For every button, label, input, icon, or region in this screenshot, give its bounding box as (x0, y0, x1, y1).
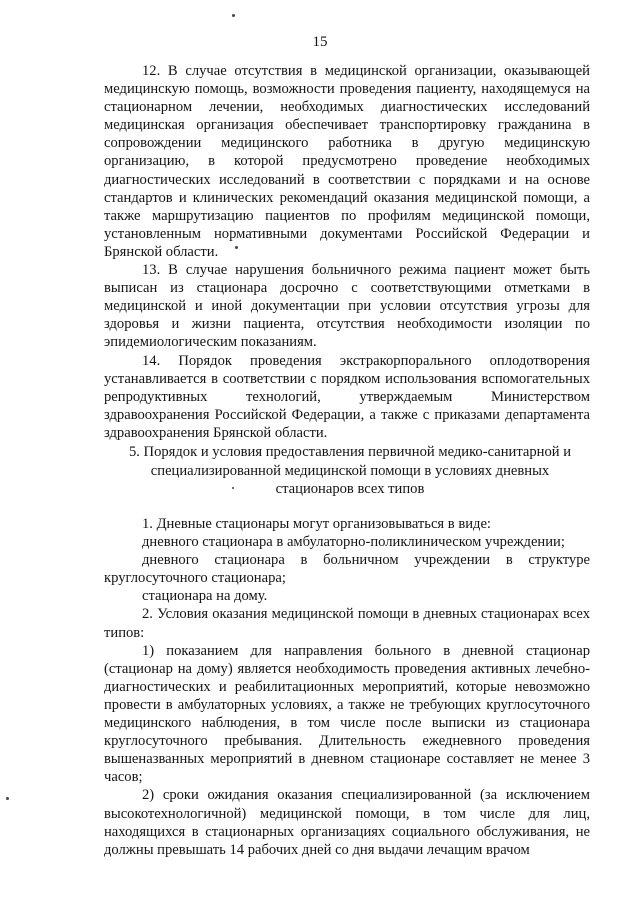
list-item-outpatient: дневного стационара в амбулаторно-поликлиническом учреждении; (142, 534, 565, 551)
paragraph-14: 14. Порядок проведения экстракорпорального оплодотворения устанавливается в соответствии с порядком использования вспомогательных репродуктивных технологий, утверждаемым Министерством здравоохранения Российской Федерации, а также с приказами департамента здравоохранения Брянской области. (104, 352, 590, 441)
list-item-home: стационара на дому. (142, 588, 268, 605)
scan-speck (6, 797, 9, 800)
paragraph-13: 13. В случае нарушения больничного режима пациент может быть выписан из стационара досрочно с соответствующими отметками в медицинской и иной документации при условии отсутствия угрозы для здоровья и жизни пациента, отсутствия необходимости изоляции по эпидемиологическим показаниям. (104, 262, 590, 351)
page-number: 15 (312, 34, 328, 50)
body-text-bottom (104, 515, 590, 859)
body-text-top (104, 62, 590, 442)
section-heading: 5. Порядок и условия предоставления первичной медико-санитарной и специализированной медицинской помощи в условиях дневных стационаров всех типов (128, 444, 572, 498)
paragraph-12: 12. В случае отсутствия в медицинской организации, оказывающей медицинскую помощь, возможности проведения пациенту, находящемуся на стационарном лечении, необходимых диагностических исследований медицинская организация обеспечивает транспортировку гражданина в сопровождении медицинского работника в другую медицинскую организацию, в которой предусмотрено проведение необходимых диагностических исследований в соответствии с порядками и на основе стандартов и клинических рекомендаций оказания медицинской помощи, а также маршрутизацию пациентов по профилям медицинской помощи, установленным нормативными документами Российской Федерации и Брянской области. (104, 63, 590, 260)
paragraph-condition-1: 1) показанием для направления больного в дневной стационар (стационар на дому) является необходимость проведения активных лечебно-диагностических и реабилитационных мероприятий, которые невозможно провести в амбулаторных условиях, а также не требующих круглосуточного медицинского наблюдения, в том числе после выписки из стационара круглосуточного пребывания. Длительность ежедневного проведения вышеназванных мероприятий в дневном стационаре составляет не менее 3 часов; (104, 642, 590, 786)
paragraph-condition-2: 2) сроки ожидания оказания специализированной (за исключением высокотехнологичной) медицинской помощи, в том числе для лиц, находящихся в стационарных организациях социального обслуживания, не должны превышать 14 рабочих дней со дня выдачи лечащим врачом (104, 787, 590, 858)
list-item-hospital: дневного стационара в больничном учреждении в структуре круглосуточного стационара; (104, 552, 590, 587)
paragraph-conditions: 2. Условия оказания медицинской помощи в дневных стационарах всех типов: (104, 606, 590, 641)
paragraph-day-hospital-types: 1. Дневные стационары могут организовываться в виде: (142, 516, 491, 532)
scan-speck (232, 14, 235, 17)
